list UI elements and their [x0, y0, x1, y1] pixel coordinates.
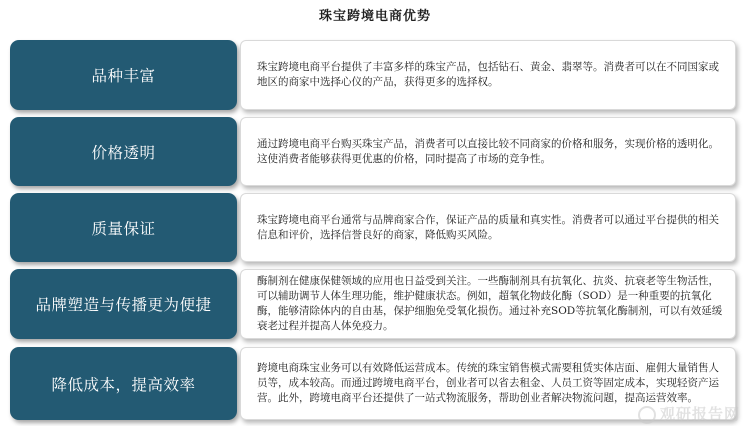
watermark-icon — [638, 406, 656, 424]
watermark-logo — [638, 403, 740, 424]
advantage-row-quality — [10, 193, 740, 262]
advantage-label: 品牌塑造与传播更为便捷 — [10, 269, 237, 339]
diagram-title: 珠宝跨境电商优势 — [318, 9, 431, 24]
advantage-description: 珠宝跨境电商平台提供了丰富多样的珠宝产品，包括钻石、黄金、翡翠等。消费者可以在不同国家或地区的商家中选择心仪的产品，获得更多的选择权。 — [240, 40, 736, 110]
advantage-label: 品种丰富 — [10, 40, 237, 110]
advantage-label: 降低成本，提高效率 — [10, 347, 237, 420]
advantage-row-brand — [10, 269, 740, 339]
advantage-label: 质量保证 — [10, 193, 237, 262]
advantage-row-price — [10, 117, 740, 186]
advantage-description: 通过跨境电商平台购买珠宝产品，消费者可以直接比较不同商家的价格和服务，实现价格的透明化。这使消费者能够获得更优惠的价格，同时提高了市场的竞争性。 — [240, 117, 736, 186]
advantage-description: 酶制剂在健康保健领域的应用也日益受到关注。一些酶制剂具有抗氧化、抗炎、抗衰老等生物活性，可以辅助调节人体生理功能，维护健康状态。例如，超氧化物歧化酶（SOD）是一种重要的抗氧化酶，能够清除体内的自由基，保护细胞免受氧化损伤。通过补充SOD等抗氧化酶制剂，可以有效延缓衰老过程并提高人体免疫力。 — [240, 269, 736, 339]
advantage-description: 珠宝跨境电商平台通常与品牌商家合作，保证产品的质量和真实性。消费者可以通过平台提供的相关信息和评价，选择信誉良好的商家，降低购买风险。 — [240, 193, 736, 262]
advantage-label: 价格透明 — [10, 117, 237, 186]
advantage-row-variety — [10, 40, 740, 110]
advantage-row-cost — [10, 347, 740, 420]
watermark-text: 观研报告网 — [659, 405, 740, 423]
advantage-description: 跨境电商珠宝业务可以有效降低运营成本。传统的珠宝销售模式需要租赁实体店面、雇佣大量销售人员等，成本较高。而通过跨境电商平台，创业者可以省去租金、人员工资等固定成本，实现轻资产运营。此外，跨境电商平台还提供了一站式物流服务，帮助创业者解决物流问题，提高运营效率。 — [240, 347, 736, 420]
